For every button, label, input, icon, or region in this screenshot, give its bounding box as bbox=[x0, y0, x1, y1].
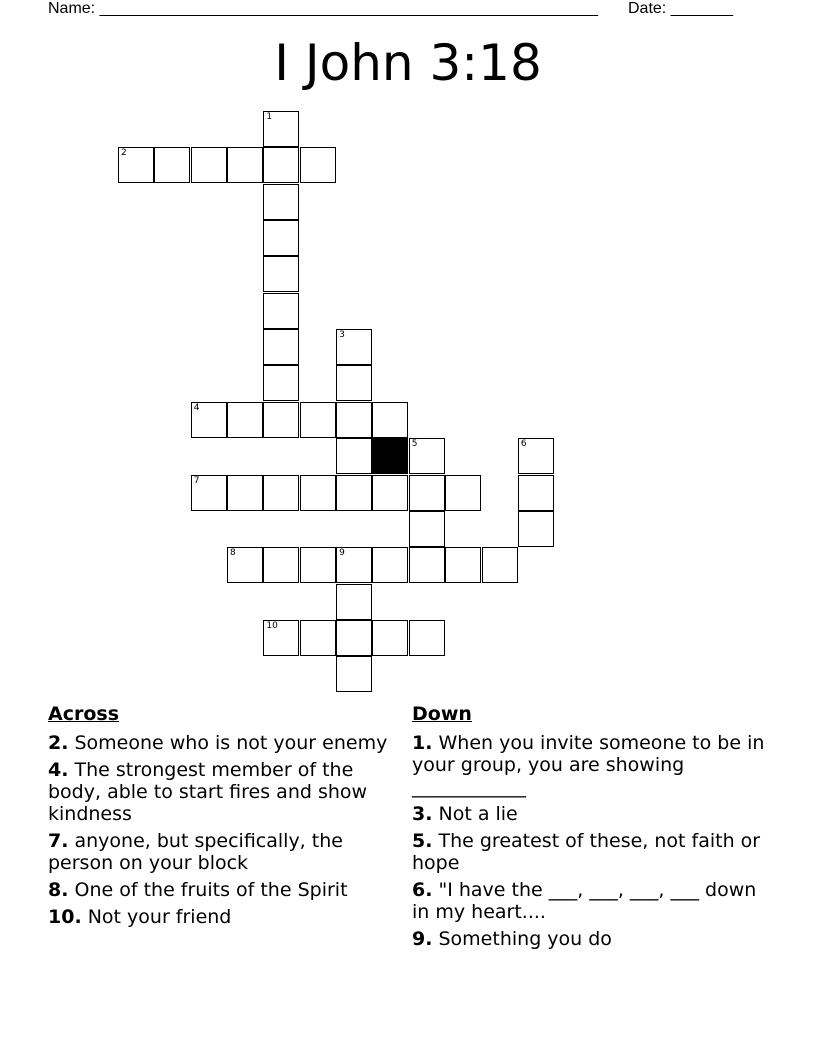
grid-cell[interactable] bbox=[300, 147, 336, 183]
clue-number: 4 bbox=[193, 402, 200, 413]
grid-cell[interactable] bbox=[191, 402, 227, 438]
grid-cell[interactable] bbox=[409, 475, 445, 511]
clue-number: 3 bbox=[339, 330, 345, 341]
grid-cell[interactable] bbox=[372, 475, 408, 511]
grid-cell[interactable] bbox=[518, 438, 554, 474]
grid-cell[interactable] bbox=[263, 547, 299, 583]
clue-number: 6 bbox=[520, 439, 527, 450]
clue-number: 1 bbox=[266, 112, 273, 122]
grid-cell[interactable] bbox=[263, 256, 299, 292]
grid-cell[interactable] bbox=[336, 329, 372, 365]
grid-cell[interactable] bbox=[336, 475, 372, 511]
across-clue bbox=[48, 879, 398, 901]
grid-cell[interactable] bbox=[372, 402, 408, 438]
down-clues bbox=[412, 702, 772, 955]
clue-number: 8. bbox=[48, 879, 69, 901]
grid-cell[interactable] bbox=[300, 402, 336, 438]
grid-cell[interactable] bbox=[118, 147, 154, 183]
clue-text: When you invite someone to be in your group, you are showing ____________ bbox=[412, 732, 765, 798]
grid-cell[interactable] bbox=[263, 111, 299, 147]
clue-number: 10. bbox=[48, 906, 82, 928]
grid-cell[interactable] bbox=[263, 329, 299, 365]
clue-text: Not your friend bbox=[81, 906, 232, 928]
clue-number: 5 bbox=[411, 439, 418, 450]
down-clue bbox=[412, 732, 772, 798]
across-clue bbox=[48, 906, 398, 928]
grid-cell[interactable] bbox=[263, 402, 299, 438]
grid-cell[interactable] bbox=[482, 547, 518, 583]
grid-cell[interactable] bbox=[227, 475, 263, 511]
grid-cell[interactable] bbox=[263, 220, 299, 256]
grid-cell[interactable] bbox=[191, 475, 227, 511]
down-clue bbox=[412, 830, 772, 874]
grid-cell[interactable] bbox=[300, 620, 336, 656]
grid-cell[interactable] bbox=[300, 547, 336, 583]
clue-number: 6. bbox=[412, 879, 433, 901]
grid-cell[interactable] bbox=[300, 475, 336, 511]
grid-cell[interactable] bbox=[372, 547, 408, 583]
clue-number: 3. bbox=[412, 803, 433, 825]
clue-text: Someone who is not your enemy bbox=[68, 732, 388, 754]
clue-number: 5. bbox=[412, 830, 433, 852]
clue-text: Not a lie bbox=[432, 803, 518, 825]
clue-text: The greatest of these, not faith or hope bbox=[412, 830, 761, 874]
clue-number: 10 bbox=[266, 620, 278, 631]
grid-cell[interactable] bbox=[227, 402, 263, 438]
clue-text: One of the fruits of the Spirit bbox=[68, 879, 348, 901]
grid-cell[interactable] bbox=[263, 184, 299, 220]
grid-cell[interactable] bbox=[336, 365, 372, 401]
clue-text: Something you do bbox=[432, 928, 612, 950]
grid-cell[interactable] bbox=[518, 475, 554, 511]
grid-cell[interactable] bbox=[263, 293, 299, 329]
clue-number: 1. bbox=[412, 732, 433, 754]
clue-text: "I have the ___, ___, ___, ___ down in my heart.... bbox=[412, 879, 757, 923]
clue-number: 2. bbox=[48, 732, 69, 754]
grid-cell[interactable] bbox=[191, 147, 227, 183]
grid-cell[interactable] bbox=[336, 620, 372, 656]
grid-cell[interactable] bbox=[263, 147, 299, 183]
grid-cell[interactable] bbox=[409, 511, 445, 547]
grid-cell[interactable] bbox=[409, 547, 445, 583]
down-clue bbox=[412, 879, 772, 923]
grid-cell[interactable] bbox=[336, 656, 372, 692]
down-clue-list bbox=[412, 732, 772, 950]
grid-cell[interactable] bbox=[263, 620, 299, 656]
puzzle-title: I John 3:18 bbox=[274, 34, 542, 92]
across-clue bbox=[48, 830, 398, 874]
across-clue bbox=[48, 759, 398, 825]
grid-block bbox=[372, 438, 408, 474]
grid-cell[interactable] bbox=[409, 438, 445, 474]
clue-number: 7 bbox=[193, 475, 200, 486]
across-clue bbox=[48, 732, 398, 754]
grid-cell[interactable] bbox=[263, 365, 299, 401]
clue-text: The strongest member of the body, able to start fires and show kindness bbox=[48, 759, 368, 825]
clue-number: 2 bbox=[121, 148, 127, 159]
clue-number: 8 bbox=[230, 548, 236, 559]
date-field-label[interactable]: Date: _______ bbox=[628, 0, 733, 17]
grid-cell[interactable] bbox=[372, 620, 408, 656]
clue-text: anyone, but specifically, the person on your block bbox=[48, 830, 343, 874]
down-clue bbox=[412, 803, 772, 825]
grid-cell[interactable] bbox=[336, 547, 372, 583]
grid-cell[interactable] bbox=[445, 475, 481, 511]
clue-number: 9. bbox=[412, 928, 433, 950]
down-heading: Down bbox=[412, 703, 472, 725]
clue-number: 7. bbox=[48, 830, 69, 852]
down-clue bbox=[412, 928, 772, 950]
grid-cell[interactable] bbox=[336, 438, 372, 474]
grid-cell[interactable] bbox=[227, 147, 263, 183]
grid-cell[interactable] bbox=[445, 547, 481, 583]
grid-cell[interactable] bbox=[518, 511, 554, 547]
grid-cell[interactable] bbox=[154, 147, 190, 183]
grid-cell[interactable] bbox=[409, 620, 445, 656]
grid-cell[interactable] bbox=[227, 547, 263, 583]
across-heading: Across bbox=[48, 703, 120, 725]
name-field-label[interactable]: Name: ________________________________________________________ bbox=[48, 0, 598, 17]
across-clues bbox=[48, 702, 398, 933]
grid-cell[interactable] bbox=[263, 475, 299, 511]
across-clue-list bbox=[48, 732, 398, 928]
clue-number: 9 bbox=[339, 548, 345, 559]
grid-cell[interactable] bbox=[336, 402, 372, 438]
clue-number: 4. bbox=[48, 759, 69, 781]
grid-cell[interactable] bbox=[336, 584, 372, 620]
